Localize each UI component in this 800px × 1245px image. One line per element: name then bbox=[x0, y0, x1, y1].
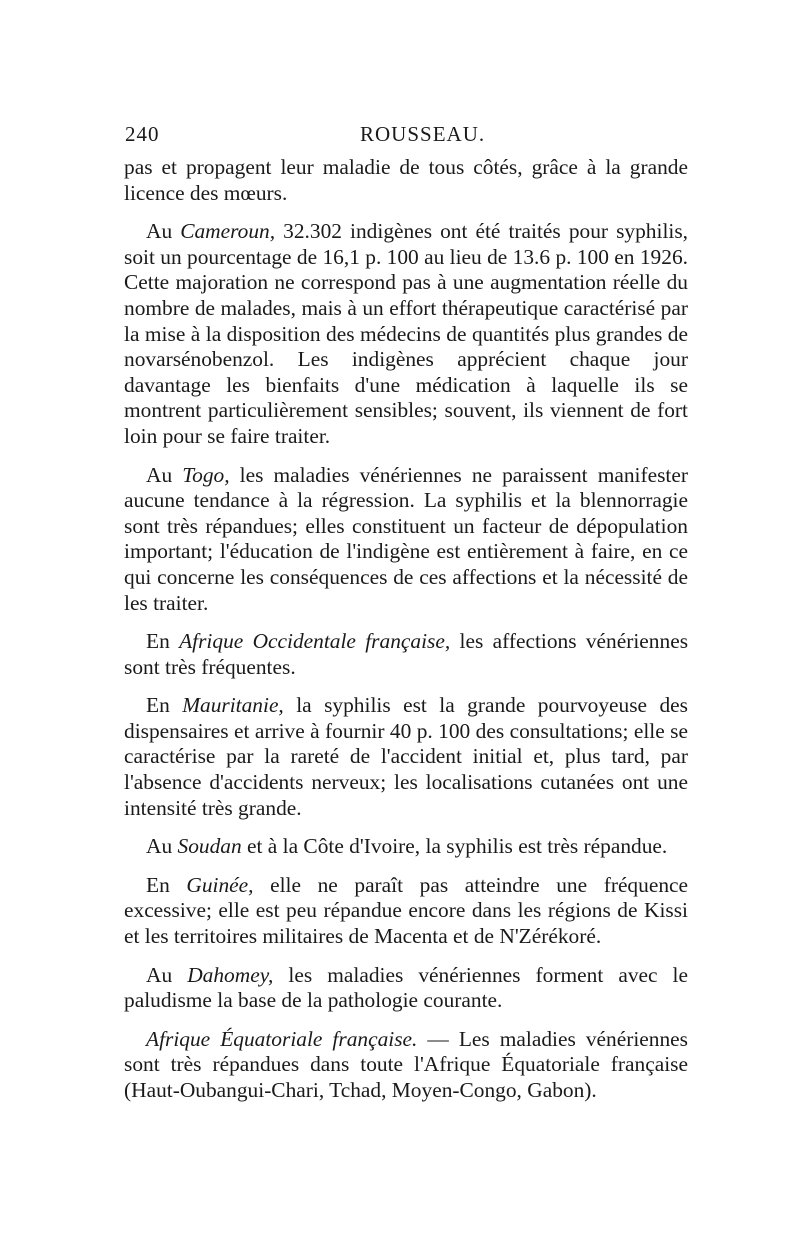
page-header bbox=[125, 122, 685, 150]
region-name: Afrique Occidentale française, bbox=[179, 629, 451, 654]
region-name: Soudan bbox=[177, 834, 242, 859]
region-name: Guinée, bbox=[186, 872, 254, 897]
region-name: Cameroun, bbox=[180, 219, 276, 244]
region-name: Dahomey, bbox=[187, 962, 274, 987]
paragraph-continuation: pas et propagent leur maladie de tous côtés, grâce à la grande licence des mœurs. bbox=[124, 155, 688, 205]
paragraph-togo: Au Togo, les maladies vénériennes ne paraissent manifester aucune tendance à la régression. La syphilis et la blennorragie sont très répandues; elles constituent un facteur de dépopulation important; l'éducation de l'indigène est entièrement à faire, en ce qui concerne les conséquences de ces affections et la nécessité de les traiter. bbox=[124, 462, 688, 615]
paragraph-aef: Afrique Équatoriale française. — Les maladies vénériennes sont très répandues dans toute l'Afrique Équatoriale française (Haut-Oubangui-Chari, Tchad, Moyen-Congo, Gabon). bbox=[124, 1026, 688, 1102]
paragraph-cameroun: Au Cameroun, 32.302 indigènes ont été traités pour syphilis, soit un pourcentage de 16,1 p. 100 au lieu de 13.6 p. 100 en 1926. Cette majoration ne correspond pas à une augmentation réelle du nombre de malades, mais à un effort thérapeutique caractérisé par la mise à la disposition des médecins de quantités plus grandes de novarsénobenzol. Les indigènes apprécient chaque jour davantage les bienfaits d'une médication à laquelle ils se montrent particulièrement sensibles; souvent, ils viennent de fort loin pour se faire traiter. bbox=[124, 219, 688, 448]
paragraph-aof: En Afrique Occidentale française, les affections vénériennes sont très fréquentes. bbox=[124, 629, 689, 679]
paragraph-dahomey: Au Dahomey, les maladies vénériennes forment avec le paludisme la base de la pathologie courante. bbox=[124, 962, 688, 1013]
region-name: Mauritanie, bbox=[182, 693, 284, 718]
body-text bbox=[124, 155, 688, 1104]
running-head: ROUSSEAU. bbox=[360, 122, 486, 146]
page-number: 240 bbox=[125, 122, 160, 146]
paragraph-soudan: Au Soudan et à la Côte d'Ivoire, la syphilis est très répandue. bbox=[146, 834, 668, 859]
region-name: Afrique Équatoriale française. bbox=[146, 1026, 418, 1051]
paragraph-mauritanie: En Mauritanie, la syphilis est la grande pourvoyeuse des dispensaires et arrive à fournir 40 p. 100 des consultations; elle se caractérise par la rareté de l'accident initial et, plus tard, par l'absence d'accidents nerveux; les localisations cutanées ont une intensité très grande. bbox=[124, 693, 688, 820]
region-name: Togo, bbox=[182, 462, 230, 487]
paragraph-guinee: En Guinée, elle ne paraît pas atteindre une fréquence excessive; elle est peu répandue encore dans les régions de Kissi et les territoires militaires de Macenta et de N'Zérékoré. bbox=[124, 872, 689, 949]
